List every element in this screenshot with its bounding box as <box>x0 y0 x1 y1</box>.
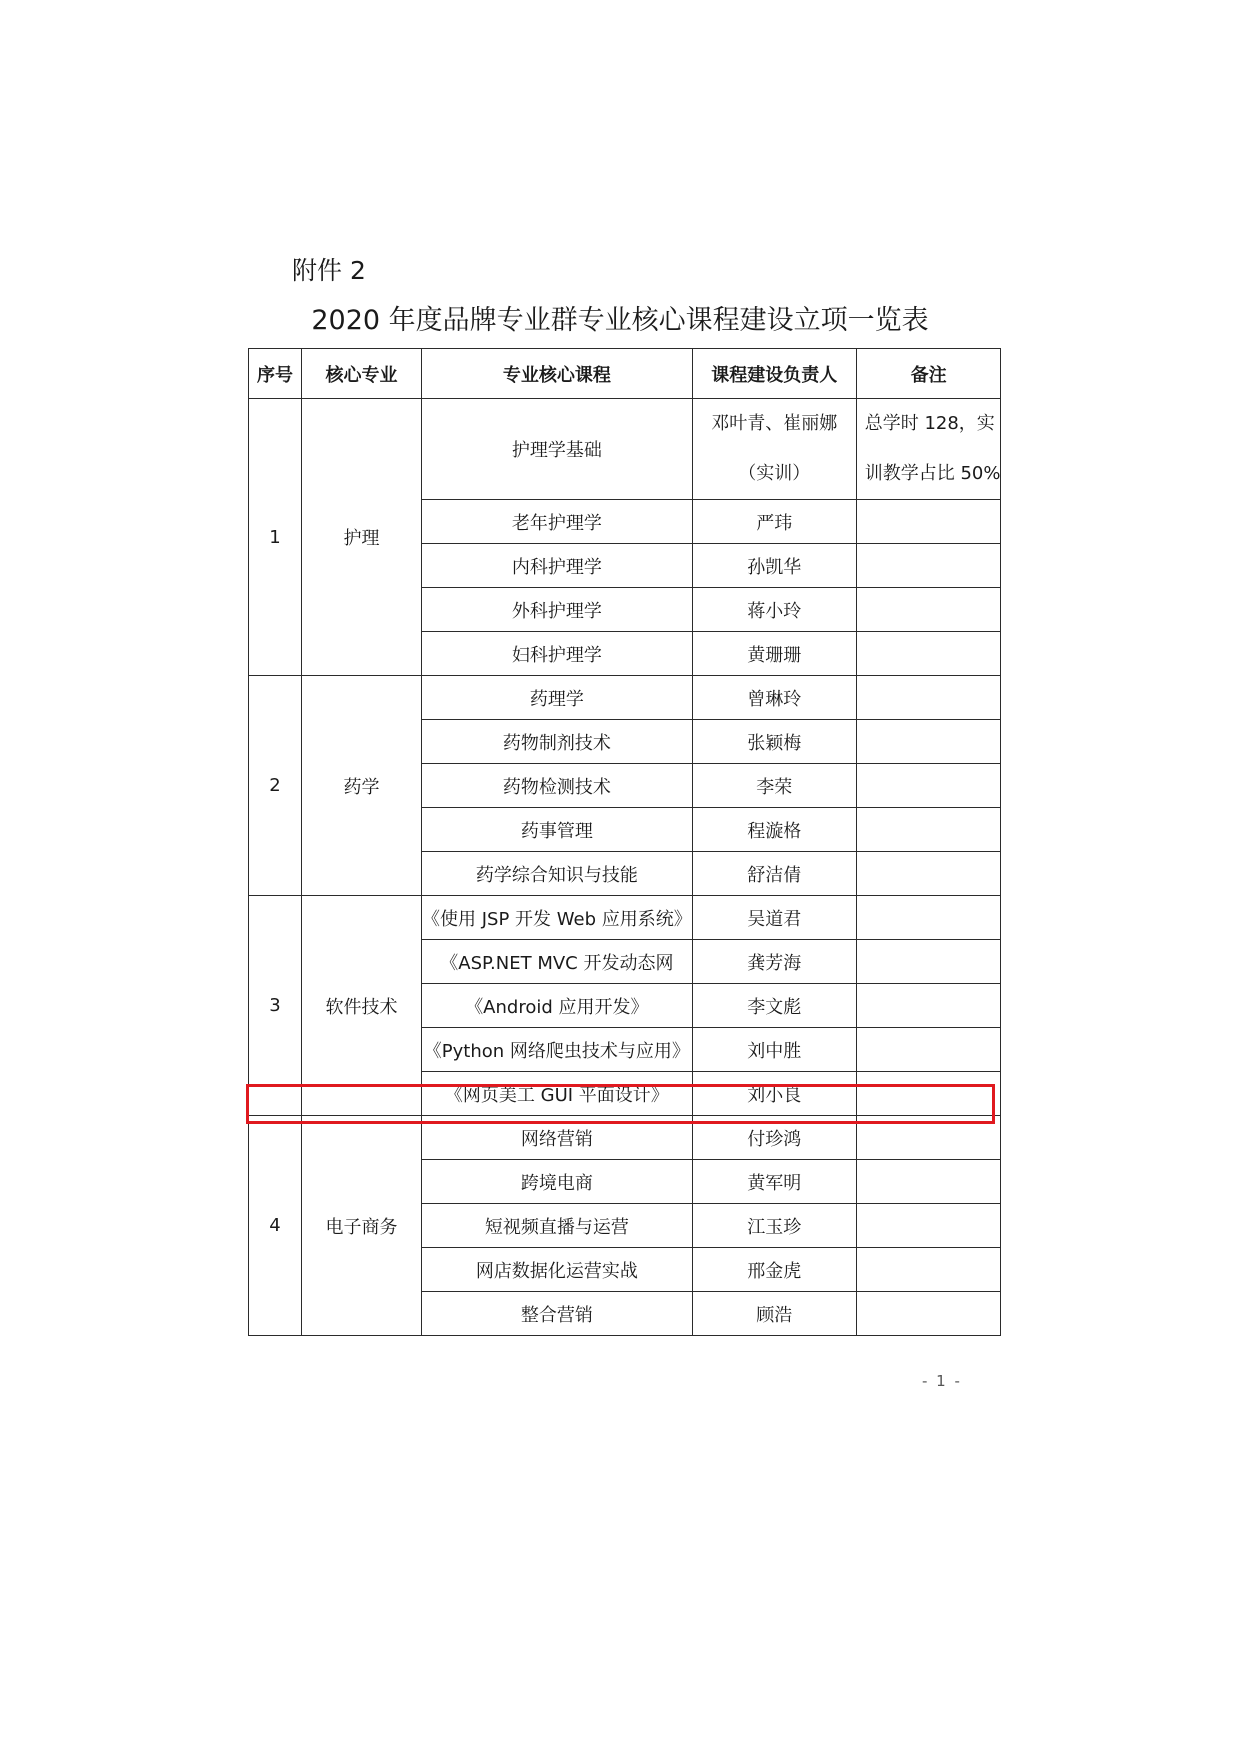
lead-cell: 孙凯华 <box>692 544 856 588</box>
lead-cell: 严玮 <box>692 500 856 544</box>
note-cell <box>856 896 1001 940</box>
group-index: 3 <box>249 896 302 1116</box>
course-cell: 短视频直播与运营 <box>422 1204 693 1248</box>
note-cell <box>856 1160 1001 1204</box>
page-number: - 1 - <box>922 1372 962 1390</box>
note-cell <box>856 852 1001 896</box>
lead-cell: 付珍鸿 <box>692 1116 856 1160</box>
note-cell <box>856 984 1001 1028</box>
group-index: 4 <box>249 1116 302 1336</box>
course-cell: 内科护理学 <box>422 544 693 588</box>
course-cell: 《ASP.NET MVC 开发动态网 <box>422 940 693 984</box>
note-cell <box>856 399 1001 500</box>
lead-line: 邓叶青、崔丽娜 <box>711 413 838 434</box>
note-cell <box>856 1116 1001 1160</box>
lead-cell: 张颖梅 <box>692 720 856 764</box>
lead-cell: 顾浩 <box>692 1292 856 1336</box>
note-line: 总学时 128，实 <box>864 413 995 434</box>
group-major: 电子商务 <box>302 1116 422 1336</box>
note-cell <box>856 1292 1001 1336</box>
lead-cell: 江玉珍 <box>692 1204 856 1248</box>
header-course: 专业核心课程 <box>422 349 693 399</box>
note-cell <box>856 632 1001 676</box>
group-major: 软件技术 <box>302 896 422 1116</box>
lead-cell: 刘中胜 <box>692 1028 856 1072</box>
lead-cell: 黄珊珊 <box>692 632 856 676</box>
course-cell: 《Android 应用开发》 <box>422 984 693 1028</box>
note-cell <box>856 764 1001 808</box>
header-index: 序号 <box>249 349 302 399</box>
note-cell <box>856 940 1001 984</box>
lead-cell: 黄军明 <box>692 1160 856 1204</box>
lead-line: （实训） <box>738 463 811 484</box>
attachment-label: 附件 2 <box>292 256 366 285</box>
course-cell: 药事管理 <box>422 808 693 852</box>
group-major: 护理 <box>302 399 422 676</box>
course-cell: 《使用 JSP 开发 Web 应用系统》 <box>422 896 693 940</box>
course-cell: 网络营销 <box>422 1116 693 1160</box>
note-cell <box>856 720 1001 764</box>
course-cell: 网店数据化运营实战 <box>422 1248 693 1292</box>
note-line: 训教学占比 50% <box>864 463 1001 484</box>
lead-cell: 李文彪 <box>692 984 856 1028</box>
table-row <box>249 399 1001 500</box>
lead-cell: 吴道君 <box>692 896 856 940</box>
note-cell <box>856 544 1001 588</box>
course-cell: 跨境电商 <box>422 1160 693 1204</box>
table-row <box>249 676 1001 720</box>
course-cell: 外科护理学 <box>422 588 693 632</box>
lead-cell: 蒋小玲 <box>692 588 856 632</box>
note-cell <box>856 1028 1001 1072</box>
document-title: 2020 年度品牌专业群专业核心课程建设立项一览表 <box>311 305 929 336</box>
note-cell <box>856 500 1001 544</box>
group-major: 药学 <box>302 676 422 896</box>
table-row <box>249 896 1001 940</box>
table-row <box>249 1116 1001 1160</box>
course-cell: 老年护理学 <box>422 500 693 544</box>
note-cell <box>856 588 1001 632</box>
course-cell: 药物制剂技术 <box>422 720 693 764</box>
note-cell <box>856 1072 1001 1116</box>
course-cell: 整合营销 <box>422 1292 693 1336</box>
header-note: 备注 <box>856 349 1001 399</box>
course-table <box>248 348 1001 1336</box>
note-cell <box>856 1248 1001 1292</box>
note-cell <box>856 808 1001 852</box>
table-header-row <box>249 349 1001 399</box>
course-cell: 药学综合知识与技能 <box>422 852 693 896</box>
course-cell: 药物检测技术 <box>422 764 693 808</box>
lead-cell: 邢金虎 <box>692 1248 856 1292</box>
group-index: 1 <box>249 399 302 676</box>
course-cell: 《网页美工 GUI 平面设计》 <box>422 1072 693 1116</box>
lead-cell <box>692 399 856 500</box>
lead-cell: 龚芳海 <box>692 940 856 984</box>
course-cell: 《Python 网络爬虫技术与应用》 <box>422 1028 693 1072</box>
course-cell: 药理学 <box>422 676 693 720</box>
lead-cell: 曾琳玲 <box>692 676 856 720</box>
lead-cell: 刘小良 <box>692 1072 856 1116</box>
header-major: 核心专业 <box>302 349 422 399</box>
lead-cell: 李荣 <box>692 764 856 808</box>
course-cell: 妇科护理学 <box>422 632 693 676</box>
header-lead: 课程建设负责人 <box>692 349 856 399</box>
note-cell <box>856 676 1001 720</box>
note-cell <box>856 1204 1001 1248</box>
lead-cell: 舒洁倩 <box>692 852 856 896</box>
group-index: 2 <box>249 676 302 896</box>
lead-cell: 程漩格 <box>692 808 856 852</box>
course-cell: 护理学基础 <box>422 399 693 500</box>
